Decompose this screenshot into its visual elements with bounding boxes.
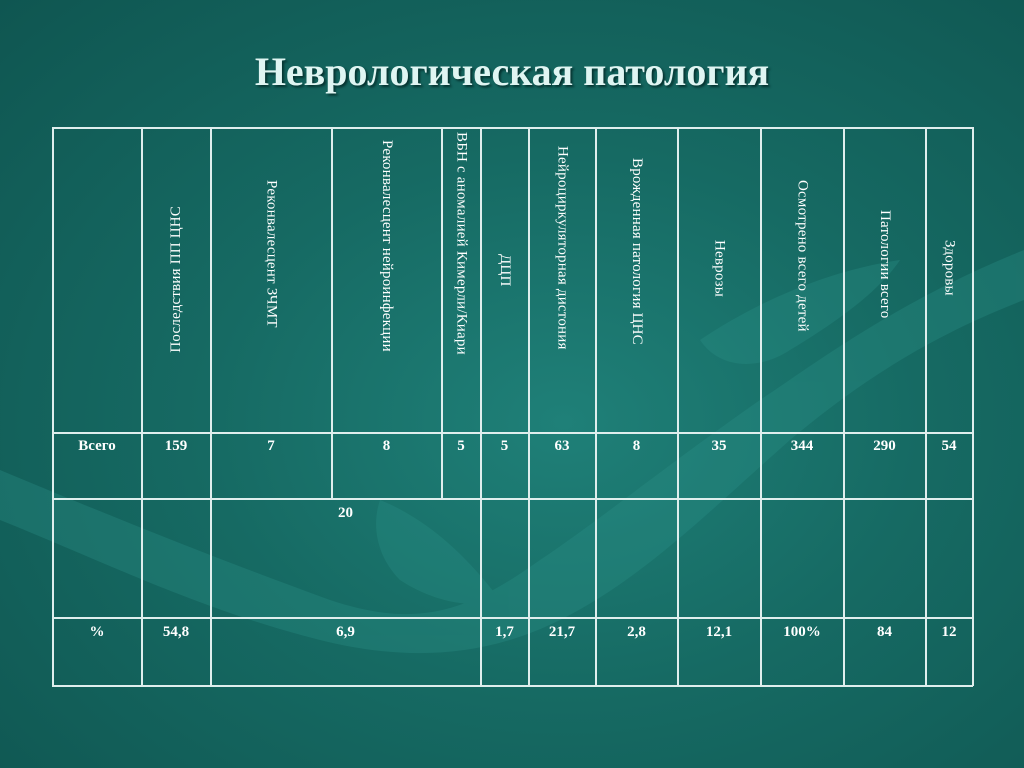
row-percent-value: 12,1 [705,624,733,640]
header-rekonvalescent-zchmt: Реконвалесцент ЗЧМТ [263,180,280,328]
header-neuroses: Неврозы [711,240,728,297]
row-merged-value: 20 [338,505,353,521]
header-congenital-cns-pathology: Врожденная патология ЦНС [629,158,645,345]
header-vbn-kimerli-kiari: ВБН с аномалией Кимерли/Киари [453,132,470,355]
row-total-value: 344 [790,438,814,454]
row-percent-value: 6,9 [336,624,355,640]
table-border-right [972,127,974,686]
row-percent-value: 12 [941,624,957,640]
row-total-value: 54 [941,438,957,454]
row-total-value: 63 [554,438,570,454]
slide-title: Неврологическая патология [254,49,770,94]
header-posledstviya-pp-cns: Последствия ПП ЦНС [167,206,184,353]
header-healthy: Здоровы [941,240,958,296]
row-percent-value: 21,7 [548,624,576,640]
row-total-label: Всего [78,438,116,454]
row-total-value: 8 [382,438,391,454]
row-percent-value: 84 [877,624,892,640]
table-border-left [52,127,54,686]
header-dcp: ДЦП [497,254,513,287]
header-neurocirculatory-dystonia: Нейроциркуляторная дистония [554,146,571,350]
row-percent-value: 100% [783,624,821,640]
row-total-value: 159 [164,438,188,454]
row-total-value: 8 [632,438,641,454]
header-examined-total: Осмотрено всего детей [794,180,811,332]
row-total-value: 290 [873,438,896,454]
row-total-value: 7 [267,438,275,454]
table-row-divider [52,617,973,619]
row-percent-label: % [89,624,105,640]
row-percent-value: 2,8 [627,624,646,640]
row-total-value: 35 [711,438,727,454]
row-total-value: 5 [457,438,465,454]
table-row-divider [52,498,973,500]
header-pathology-total: Патологии всего [877,210,893,319]
table-row-divider [52,432,973,434]
table-border-bottom [52,685,973,687]
row-percent-value: 54,8 [162,624,190,640]
row-total-value: 5 [500,438,509,454]
header-rekonvalescent-neuroinfection: Реконвалесцент нейроинфекции [379,140,395,352]
row-percent-value: 1,7 [495,624,514,640]
